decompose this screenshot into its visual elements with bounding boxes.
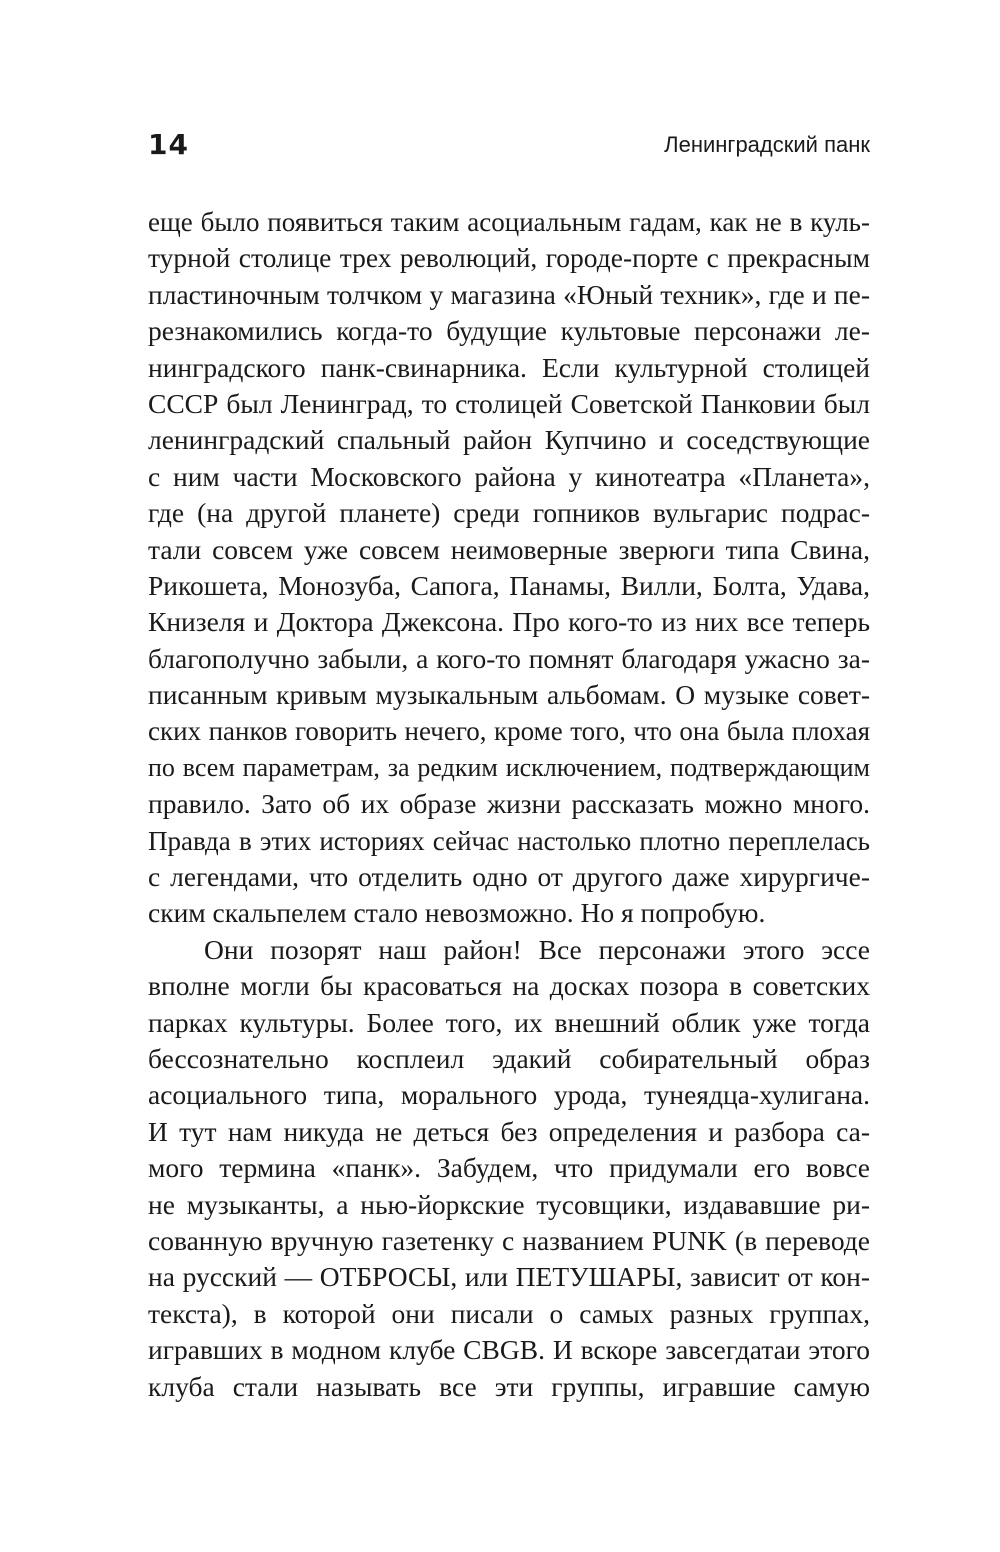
text-line: пластиночным толчком у магазина «Юный техник», где и пе- <box>148 278 870 310</box>
text-line: парках культуры. Более того, их внешний облик уже тогда <box>148 1006 870 1038</box>
page-number: 14 <box>148 128 189 161</box>
paragraph-2 <box>148 932 870 1405</box>
text-line: турной столице трех революций, городе-порте с прекрасным <box>148 242 870 274</box>
text-line: не музыканты, а нью-йоркские тусовщики, издававшие ри- <box>148 1188 870 1220</box>
paragraph-1 <box>148 204 870 932</box>
text-line: с легендами, что отделить одно от другого даже хирургиче- <box>148 861 870 893</box>
text-line: мого термина «панк». Забудем, что придумали его вовсе <box>148 1152 870 1184</box>
text-line: СССР был Ленинград, то столицей Советской Панковии был <box>148 387 870 419</box>
text-line: где (на другой планете) среди гопников вульгарис подрас- <box>148 497 870 529</box>
text-line: с ним части Московского района у кинотеатра «Планета», <box>148 460 870 492</box>
text-line: клуба стали называть все эти группы, игравшие самую <box>148 1370 870 1402</box>
text-line: Они позорят наш район! Все персонажи этого эссе <box>204 933 870 965</box>
text-line: сованную вручную газетенку с названием PUNK (в переводе <box>148 1224 870 1256</box>
text-line: правило. Зато об их образе жизни рассказать можно много. <box>148 788 870 820</box>
text-line: бессознательно косплеил эдакий собирательный образ <box>148 1042 870 1074</box>
body-text <box>148 204 870 1405</box>
text-line: Рикошета, Монозуба, Сапога, Панамы, Вилли, Болта, Удава, <box>148 569 870 601</box>
text-line: еще было появиться таким асоциальным гадам, как не в куль- <box>148 207 870 237</box>
text-line: ских панков говорить нечего, кроме того, что она была плохая <box>148 716 870 747</box>
text-line: тали совсем уже совсем неимоверные зверюги типа Свина, <box>148 533 870 565</box>
text-line: игравших в модном клубе CBGB. И вскоре завсегдатаи этого <box>148 1334 870 1366</box>
text-line: Правда в этих историях сейчас настолько плотно переплелась <box>148 825 870 856</box>
text-line: на русский — ОТБРОСЫ, или ПЕТУШАРЫ, зависит от кон- <box>148 1261 870 1293</box>
text-line: ским скальпелем стало невозможно. Но я попробую. <box>148 897 766 929</box>
text-line: вполне могли бы красоваться на досках позора в советских <box>148 970 870 1002</box>
text-line: благополучно забыли, а кого-то помнят благодаря ужасно за- <box>148 642 870 674</box>
running-title: Ленинградский панк <box>664 132 870 157</box>
text-line: ленинградский спальный район Купчино и соседствующие <box>148 424 870 456</box>
text-line: нинградского панк-свинарника. Если культурной столицей <box>148 351 870 383</box>
text-line: И тут нам никуда не деться без определения и разбора са- <box>148 1115 870 1147</box>
running-head <box>148 128 870 168</box>
text-line: асоциального типа, морального урода, тунеядца-хулигана. <box>148 1079 870 1111</box>
text-line: по всем параметрам, за редким исключением, подтверждающим <box>148 752 870 782</box>
text-line: Книзеля и Доктора Джексона. Про кого-то из них все теперь <box>148 606 870 638</box>
text-line: резнакомились когда-то будущие культовые персонажи ле- <box>148 315 870 347</box>
text-line: писанным кривым музыкальным альбомам. О музыке совет- <box>148 679 870 711</box>
text-line: текста), в которой они писали о самых разных группах, <box>148 1297 870 1329</box>
